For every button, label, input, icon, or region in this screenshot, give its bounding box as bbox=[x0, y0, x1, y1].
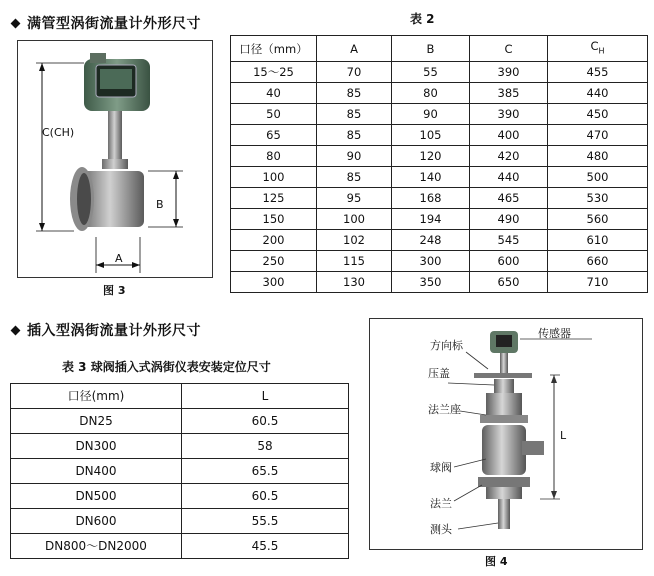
flange-seat-label: 法兰座 bbox=[428, 403, 461, 416]
figure3-caption: 图 3 bbox=[103, 284, 126, 297]
dimension-b-label: B bbox=[156, 198, 164, 211]
table-cell: DN300 bbox=[11, 434, 182, 459]
header-cell: 口径（mm） bbox=[231, 36, 317, 62]
table-cell: 350 bbox=[392, 272, 470, 293]
table-row bbox=[231, 146, 648, 167]
table-cell: DN600 bbox=[11, 509, 182, 534]
table-row bbox=[11, 484, 349, 509]
table-cell: 100 bbox=[231, 167, 317, 188]
vortex-flowmeter-illustration bbox=[18, 41, 212, 277]
table-cell: 65 bbox=[231, 125, 317, 146]
bullet-diamond-icon bbox=[11, 326, 21, 336]
table-cell: 65.5 bbox=[182, 459, 349, 484]
table-cell: 150 bbox=[231, 209, 317, 230]
table-cell: 248 bbox=[392, 230, 470, 251]
table3-caption: 表 3 球阀插入式涡街仪表安装定位尺寸 bbox=[62, 360, 271, 374]
table-cell: 140 bbox=[392, 167, 470, 188]
header-cell: L bbox=[182, 384, 349, 409]
table-cell: 390 bbox=[470, 62, 548, 83]
table-row bbox=[231, 209, 648, 230]
table-cell: 710 bbox=[548, 272, 648, 293]
table-cell: 480 bbox=[548, 146, 648, 167]
table-row bbox=[231, 83, 648, 104]
table-cell: 15～25 bbox=[231, 62, 317, 83]
table-row bbox=[231, 104, 648, 125]
table-row bbox=[231, 230, 648, 251]
table-row bbox=[11, 434, 349, 459]
table-cell: 490 bbox=[470, 209, 548, 230]
table-row bbox=[11, 409, 349, 434]
figure3-frame bbox=[17, 40, 213, 278]
table-cell: 40 bbox=[231, 83, 317, 104]
table-cell: 390 bbox=[470, 104, 548, 125]
table-cell: 102 bbox=[317, 230, 392, 251]
table-row bbox=[231, 167, 648, 188]
table-cell: 105 bbox=[392, 125, 470, 146]
table-cell: 115 bbox=[317, 251, 392, 272]
table-row bbox=[11, 509, 349, 534]
table-cell: 80 bbox=[392, 83, 470, 104]
table2 bbox=[230, 35, 648, 293]
table-cell: 545 bbox=[470, 230, 548, 251]
table-cell: 300 bbox=[231, 272, 317, 293]
table-cell: 85 bbox=[317, 125, 392, 146]
gland-label: 压盖 bbox=[428, 367, 450, 380]
bullet-diamond-icon bbox=[11, 19, 21, 29]
table-cell: 600 bbox=[470, 251, 548, 272]
table-row bbox=[11, 459, 349, 484]
table-cell: 450 bbox=[548, 104, 648, 125]
header-cell: C bbox=[470, 36, 548, 62]
dimension-c-label: C(CH) bbox=[42, 126, 75, 139]
table-cell: 440 bbox=[470, 167, 548, 188]
table-cell: 530 bbox=[548, 188, 648, 209]
table-cell: 194 bbox=[392, 209, 470, 230]
table-cell: 455 bbox=[548, 62, 648, 83]
table-cell: 650 bbox=[470, 272, 548, 293]
table-cell: 400 bbox=[470, 125, 548, 146]
header-cell: B bbox=[392, 36, 470, 62]
header-cell: A bbox=[317, 36, 392, 62]
table-row bbox=[231, 62, 648, 83]
sensor-label: 传感器 bbox=[538, 327, 571, 340]
header-cell: 口径(mm) bbox=[11, 384, 182, 409]
table-cell: 465 bbox=[470, 188, 548, 209]
table-cell: 85 bbox=[317, 167, 392, 188]
figure4-frame bbox=[369, 318, 643, 550]
dimension-l-label: L bbox=[560, 429, 567, 442]
table-header-row bbox=[231, 36, 648, 62]
table-cell: 90 bbox=[317, 146, 392, 167]
table-cell: 90 bbox=[392, 104, 470, 125]
section1-title: 满管型涡街流量计外形尺寸 bbox=[8, 13, 201, 33]
table-cell: 660 bbox=[548, 251, 648, 272]
table-cell: 58 bbox=[182, 434, 349, 459]
table-cell: 385 bbox=[470, 83, 548, 104]
table-cell: DN400 bbox=[11, 459, 182, 484]
table-row bbox=[11, 534, 349, 559]
table-cell: 60.5 bbox=[182, 409, 349, 434]
table-cell: DN800～DN2000 bbox=[11, 534, 182, 559]
figure4-caption: 图 4 bbox=[485, 555, 508, 568]
table-cell: 50 bbox=[231, 104, 317, 125]
table-cell: 168 bbox=[392, 188, 470, 209]
table-cell: 55.5 bbox=[182, 509, 349, 534]
table-cell: 85 bbox=[317, 83, 392, 104]
table-cell: 300 bbox=[392, 251, 470, 272]
table3 bbox=[10, 383, 349, 559]
table-cell: 95 bbox=[317, 188, 392, 209]
table-cell: 470 bbox=[548, 125, 648, 146]
table-cell: 130 bbox=[317, 272, 392, 293]
table-cell: 85 bbox=[317, 104, 392, 125]
insertion-flowmeter-illustration bbox=[370, 319, 642, 549]
table-header-row bbox=[11, 384, 349, 409]
table-cell: 80 bbox=[231, 146, 317, 167]
table-cell: DN25 bbox=[11, 409, 182, 434]
flange-label: 法兰 bbox=[430, 497, 452, 510]
table-cell: 125 bbox=[231, 188, 317, 209]
table-cell: 45.5 bbox=[182, 534, 349, 559]
table-cell: DN500 bbox=[11, 484, 182, 509]
table-cell: 440 bbox=[548, 83, 648, 104]
table-cell: 200 bbox=[231, 230, 317, 251]
table-cell: 100 bbox=[317, 209, 392, 230]
header-cell: $C_H$ bbox=[548, 36, 648, 62]
table-cell: 120 bbox=[392, 146, 470, 167]
probe-label: 测头 bbox=[430, 523, 452, 536]
table-row bbox=[231, 251, 648, 272]
table2-caption: 表 2 bbox=[410, 12, 435, 26]
table-cell: 70 bbox=[317, 62, 392, 83]
table-cell: 500 bbox=[548, 167, 648, 188]
table-row bbox=[231, 272, 648, 293]
table-cell: 250 bbox=[231, 251, 317, 272]
dimension-a-label: A bbox=[115, 252, 123, 265]
table-cell: 55 bbox=[392, 62, 470, 83]
table-cell: 60.5 bbox=[182, 484, 349, 509]
table-cell: 420 bbox=[470, 146, 548, 167]
table-row bbox=[231, 188, 648, 209]
table-cell: 560 bbox=[548, 209, 648, 230]
ball-valve-label: 球阀 bbox=[430, 461, 452, 474]
direction-marker-label: 方向标 bbox=[430, 339, 463, 352]
table-row bbox=[231, 125, 648, 146]
table-cell: 610 bbox=[548, 230, 648, 251]
section2-title: 插入型涡街流量计外形尺寸 bbox=[8, 320, 201, 340]
